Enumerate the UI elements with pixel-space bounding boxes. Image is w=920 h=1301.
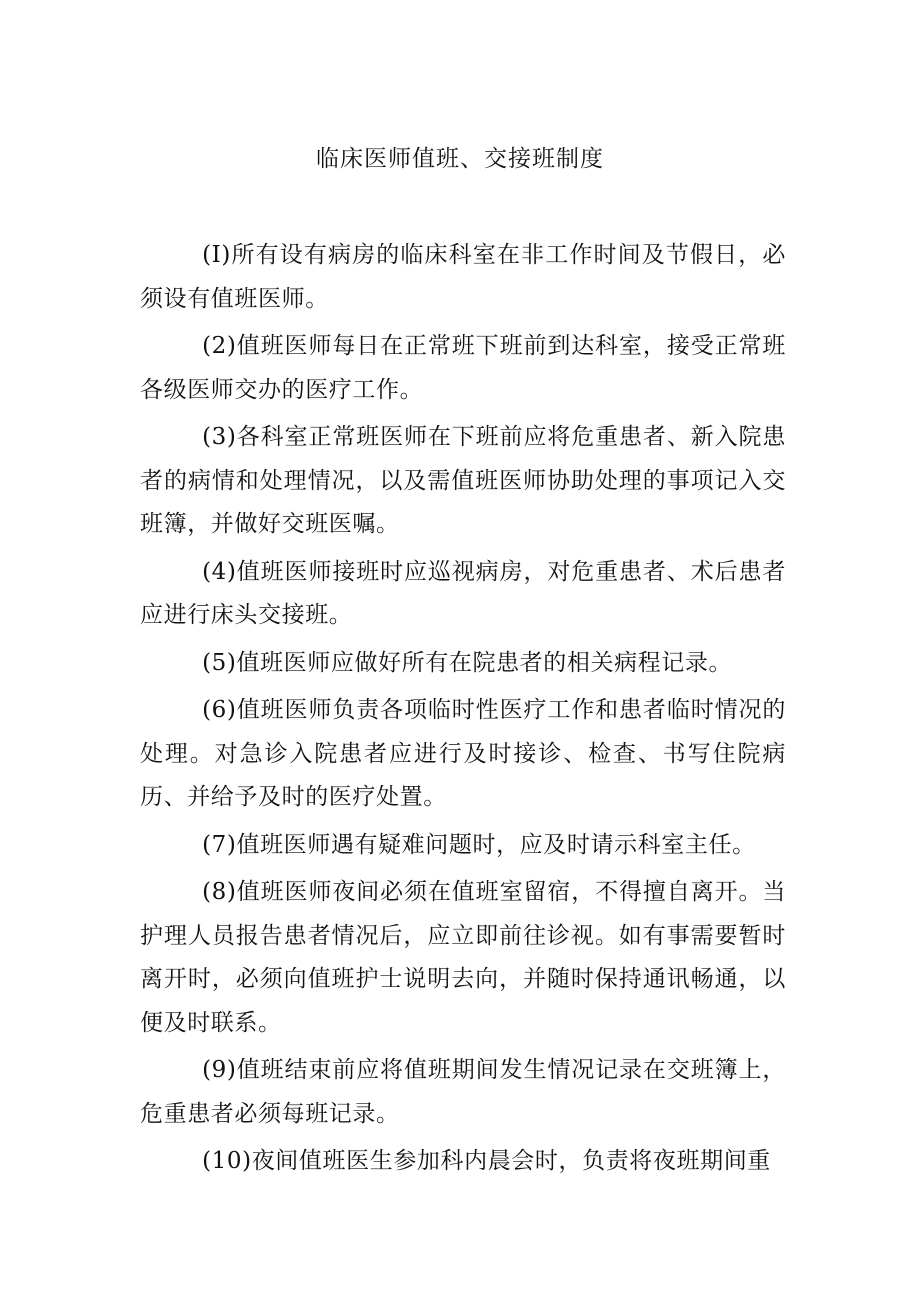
page-title: 临床医师值班、交接班制度 <box>316 146 604 172</box>
paragraph-4: (4)值班医师接班时应巡视病房，对危重患者、术后患者应进行床头交接班。 <box>140 558 786 628</box>
paragraph-5: (5)值班医师应做好所有在院患者的相关病程记录。 <box>202 649 733 676</box>
document-body <box>140 234 786 1188</box>
paragraph-3: (3)各科室正常班医师在下班前应将危重患者、新入院患者的病情和处理情况，以及需值班医师协助处理的事项记入交班簿，并做好交班医嘱。 <box>140 424 786 537</box>
paragraph-2: (2)值班医师每日在正常班下班前到达科室，接受正常班各级医师交办的医疗工作。 <box>140 333 786 403</box>
paragraph-9: (9)值班结束前应将值班期间发生情况记录在交班簿上，危重患者必须每班记录。 <box>140 1057 786 1127</box>
paragraph-7: (7)值班医师遇有疑难问题时，应及时请示科室主任。 <box>202 831 756 858</box>
paragraph-8: (8)值班医师夜间必须在值班室留宿，不得擅自离开。当护理人员报告患者情况后，应立即前往诊视。如有事需要暂时离开时，必须向值班护士说明去向，并随时保持通讯畅通，以便及时联系。 <box>140 879 786 1036</box>
paragraph-6: (6)值班医师负责各项临时性医疗工作和患者临时情况的处理。对急诊入院患者应进行及时接诊、检查、书写住院病历、并给予及时的医疗处置。 <box>140 697 786 810</box>
paragraph-1: (I)所有设有病房的临床科室在非工作时间及节假日，必须设有值班医师。 <box>140 242 786 312</box>
paragraph-10: (10)夜间值班医生参加科内晨会时，负责将夜班期间重 <box>202 1148 771 1174</box>
